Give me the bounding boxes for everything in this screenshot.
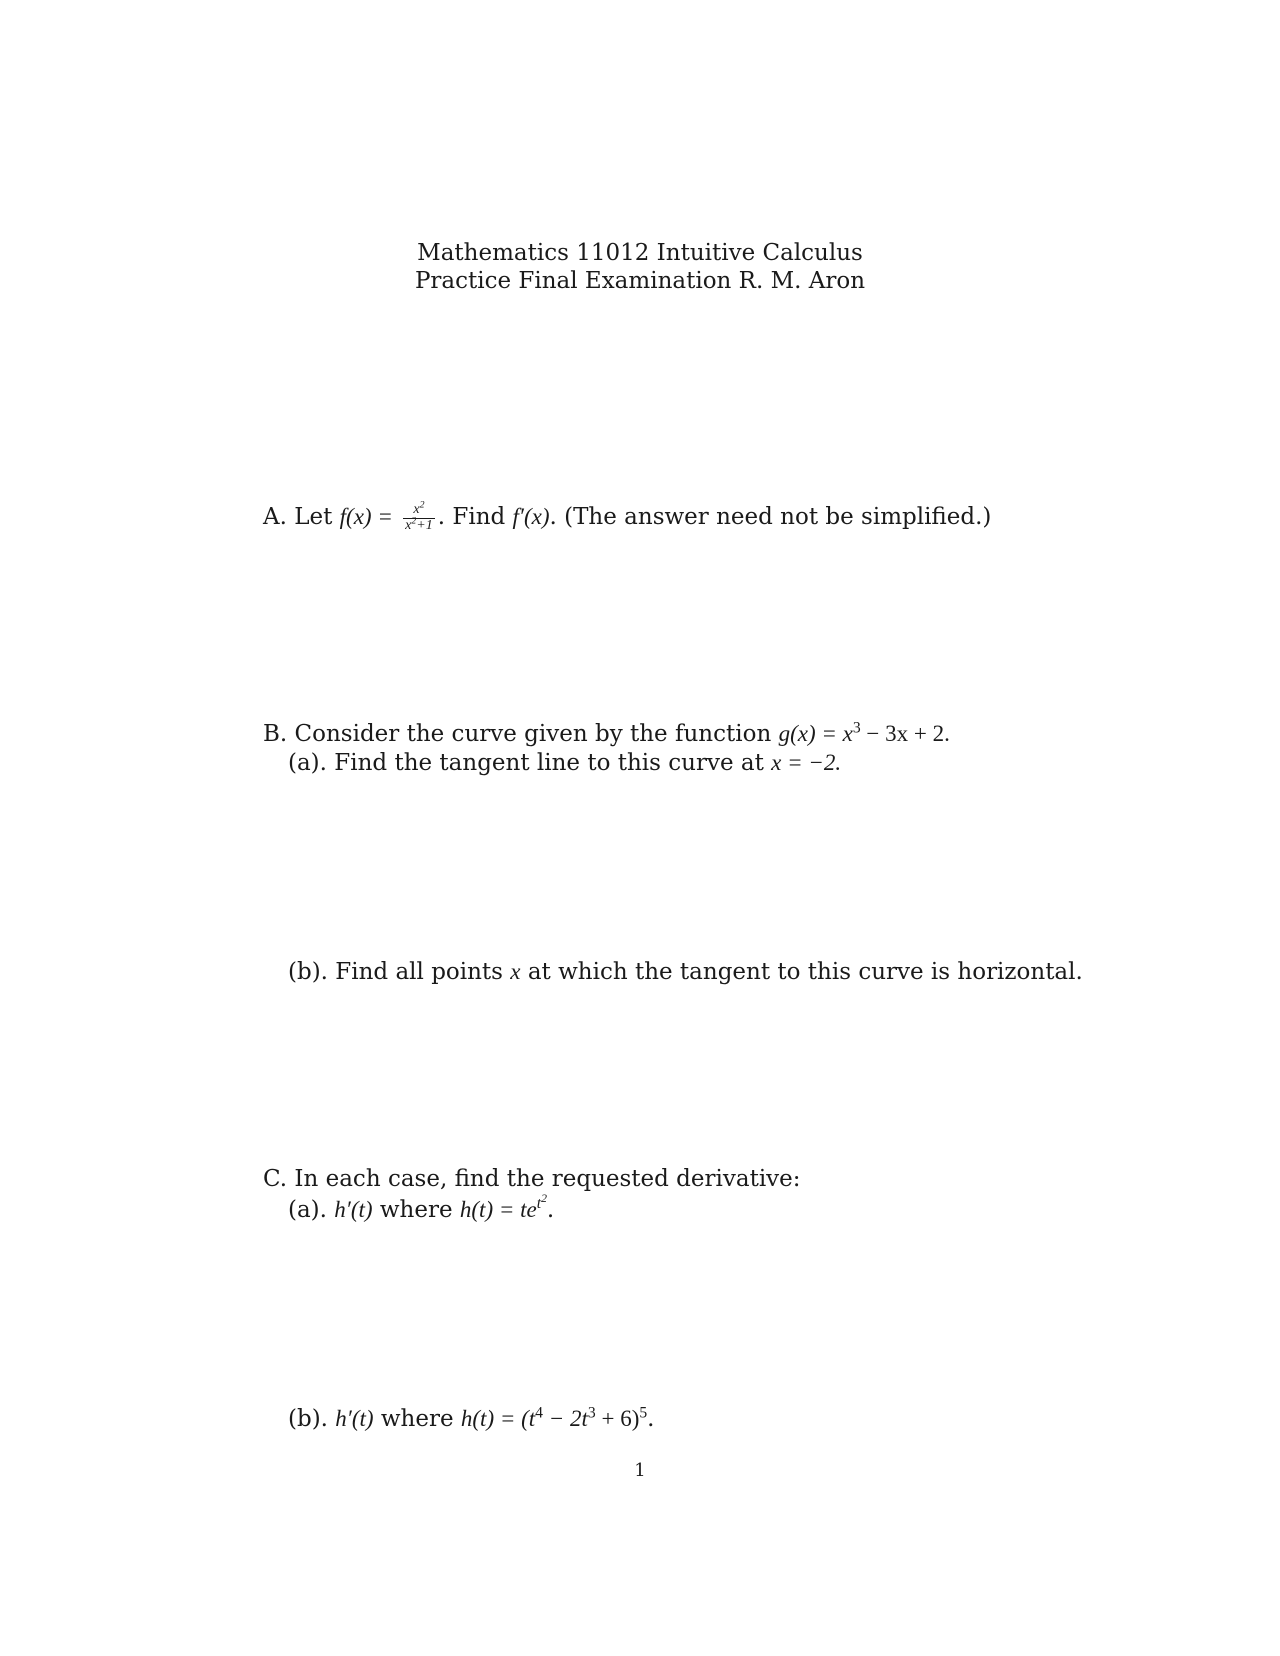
exam-title xyxy=(0,242,1280,265)
frac-denominator-exp: 2 xyxy=(411,515,417,527)
problem-c-part-b-func1: h(t) = (t xyxy=(460,1406,536,1431)
exp-base: t xyxy=(536,1195,542,1213)
problem-c-part-a-function: h(t) = te xyxy=(459,1197,537,1222)
problem-c-part-b-derivative: h′(t) xyxy=(335,1406,374,1431)
problem-c-part-b-where: where xyxy=(373,1406,461,1432)
problem-c-part-b-exp3: 5 xyxy=(639,1404,648,1422)
problem-c-part-a xyxy=(288,1192,555,1223)
problem-b-part-b-text1: Find all points xyxy=(327,959,511,985)
exp-exp: 2 xyxy=(541,1192,547,1206)
frac-numerator-exp: 2 xyxy=(419,499,425,511)
problem-b-part-a-math: x = −2. xyxy=(771,750,842,775)
problem-b-exponent: 3 xyxy=(852,719,861,737)
problem-a-note: . (The answer need not be simplified.) xyxy=(549,504,992,531)
frac-denominator-tail: +1 xyxy=(416,517,433,533)
problem-a-fraction xyxy=(403,499,435,533)
problem-c-part-a-where: where xyxy=(372,1197,460,1223)
problem-b-part-b xyxy=(288,960,1083,984)
problem-c-part-b xyxy=(288,1404,655,1432)
exam-name-author: Practice Final Examination R. M. Aron xyxy=(414,268,866,294)
problem-a-period: . xyxy=(437,504,446,531)
problem-c-part-a-derivative: h′(t) xyxy=(334,1197,373,1222)
page-number-text: 1 xyxy=(634,1460,646,1481)
frac-denominator: x xyxy=(405,517,412,533)
course-title: Mathematics 11012 Intuitive Calculus xyxy=(417,240,863,266)
problem-a xyxy=(263,499,992,533)
problem-b-function-tail: − 3x + 2. xyxy=(860,721,950,746)
frac-numerator: x xyxy=(413,502,420,517)
problem-a-label: A. Let xyxy=(263,504,333,531)
problem-a-function: f(x) = xyxy=(339,504,393,530)
problem-b-function: g(x) = x xyxy=(778,721,853,746)
problem-b-part-a xyxy=(288,751,841,775)
problem-c-part-b-label: (b). xyxy=(288,1406,328,1432)
problem-b-text: B. Consider the curve given by the function xyxy=(263,721,779,747)
problem-b-part-a-label: (a). xyxy=(288,750,327,776)
problem-c-part-b-tail: + 6) xyxy=(595,1406,640,1431)
problem-b-part-b-var: x xyxy=(510,959,521,984)
problem-b-part-b-text2: at which the tangent to this curve is horizontal. xyxy=(520,959,1083,985)
exam-subtitle xyxy=(0,270,1280,293)
page-number xyxy=(0,1462,1280,1480)
problem-c-part-b-mid: − 2t xyxy=(542,1406,588,1431)
problem-c-part-a-end: . xyxy=(546,1197,555,1223)
problem-c-part-b-end: . xyxy=(647,1406,655,1432)
problem-c-text: C. In each case, find the requested derivative: xyxy=(263,1166,801,1192)
problem-c-part-a-exponent xyxy=(536,1192,547,1213)
problem-c-part-b-exp1: 4 xyxy=(535,1404,543,1422)
problem-b-part-a-text: Find the tangent line to this curve at xyxy=(326,750,772,776)
problem-b-intro xyxy=(263,719,950,747)
problem-a-find: Find xyxy=(445,504,513,531)
problem-c-part-b-exp2: 3 xyxy=(587,1404,596,1422)
problem-c-intro xyxy=(263,1168,801,1191)
problem-b-part-b-label: (b). xyxy=(288,959,328,985)
problem-a-derivative: f′(x) xyxy=(512,504,550,530)
problem-c-part-a-label: (a). xyxy=(288,1197,327,1223)
